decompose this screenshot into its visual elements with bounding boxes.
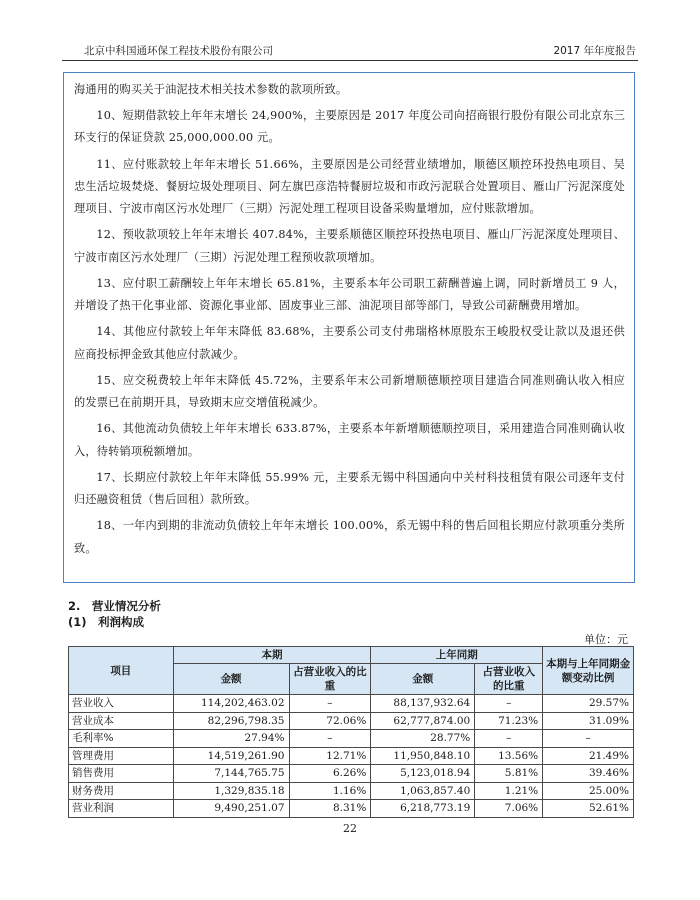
row-label: 财务费用	[69, 782, 174, 800]
note-paragraph: 16、其他流动负债较上年年末增长 633.87%，主要系本年新增顺德顺控项目，采用建造合同准则确认收入，待转销项税额增加。	[74, 422, 625, 458]
current-ratio: 6.26%	[289, 765, 371, 783]
note-paragraph: 12、预收款项较上年年末增长 407.84%，主要系顺德区顺控环投热电项目、雁山厂污泥深度处理项目、宁波市南区污水处理厂（三期）污泥处理工程预收款项增加。	[74, 228, 625, 264]
previous-ratio: 7.06%	[475, 800, 543, 818]
change-ratio: 21.49%	[543, 747, 634, 765]
table-row	[69, 695, 634, 713]
note-paragraph: 15、应交税费较上年年末降低 45.72%，主要系年末公司新增顺德顺控项目建造合同准则确认收入相应的发票已在前期开具，导致期末应交增值税减少。	[74, 373, 625, 410]
current-amount: 82,296,798.35	[173, 712, 289, 730]
current-amount: 1,329,835.18	[173, 782, 289, 800]
header-previous-amount: 金额	[371, 664, 475, 695]
current-amount: 7,144,765.75	[173, 765, 289, 783]
note-paragraph: 17、长期应付款较上年年末降低 55.99% 元，主要系无锡中科国通向中关村科技租赁有限公司逐年支付归还融资租赁（售后回租）款所致。	[74, 470, 625, 507]
previous-amount: 5,123,018.94	[371, 765, 475, 783]
note-paragraph: 11、应付账款较上年年末增长 51.66%，主要原因是公司经营业绩增加，顺德区顺控环投热电项目、吴忠生活垃圾焚烧、餐厨垃圾处理项目、阿左旗巴彦浩特餐厨垃圾和市政污泥联合处置项目、雁山厂污泥深度处理项目、宁波市南区污水处理厂（三期）污泥处理工程项目设备采购量增加，应付账款增加。	[74, 157, 625, 216]
row-label: 营业收入	[69, 695, 174, 713]
section-title: 2. 营业情况分析	[68, 599, 161, 613]
report-title: 2017 年年度报告	[553, 45, 636, 57]
previous-amount: 28.77%	[371, 730, 475, 748]
current-ratio: –	[289, 730, 371, 748]
note-paragraph: 13、应付职工薪酬较上年年末增长 65.81%，主要系本年公司职工薪酬普遍上调，同时新增员工 9 人，并增设了热干化事业部、资源化事业部、固废事业三部、油泥项目部等部门，导致公司薪酬费用增加。	[74, 276, 625, 313]
current-amount: 9,490,251.07	[173, 800, 289, 818]
profit-composition-table	[68, 646, 634, 818]
current-ratio: 8.31%	[289, 800, 371, 818]
change-ratio: 52.61%	[543, 800, 634, 818]
change-ratio: 29.57%	[543, 695, 634, 713]
table-row	[69, 712, 634, 730]
table-row	[69, 730, 634, 748]
row-label: 毛利率%	[69, 730, 174, 748]
header-current-amount: 金额	[173, 664, 289, 695]
previous-amount: 11,950,848.10	[371, 747, 475, 765]
header-previous-ratio: 占营业收入的比重	[475, 664, 543, 695]
previous-amount: 6,218,773.19	[371, 800, 475, 818]
current-amount: 114,202,463.02	[173, 695, 289, 713]
note-paragraph: 18、一年内到期的非流动负债较上年年末增长 100.00%，系无锡中科的售后回租长期应付款项重分类所致。	[74, 519, 625, 555]
row-label: 销售费用	[69, 765, 174, 783]
section-subtitle: (1) 利润构成	[68, 615, 145, 629]
change-ratio: 31.09%	[543, 712, 634, 730]
row-label: 营业利润	[69, 800, 174, 818]
change-ratio: –	[543, 730, 634, 748]
previous-amount: 88,137,932.64	[371, 695, 475, 713]
current-ratio: 1.16%	[289, 782, 371, 800]
current-ratio: 72.06%	[289, 712, 371, 730]
change-ratio: 25.00%	[543, 782, 634, 800]
previous-ratio: 5.81%	[475, 765, 543, 783]
previous-amount: 1,063,857.40	[371, 782, 475, 800]
previous-ratio: 71.23%	[475, 712, 543, 730]
header-previous-period: 上年同期	[371, 647, 543, 664]
current-ratio: –	[289, 695, 371, 713]
previous-amount: 62,777,874.00	[371, 712, 475, 730]
header-change-ratio: 本期与上年同期金额变动比例	[543, 647, 634, 695]
row-label: 管理费用	[69, 747, 174, 765]
unit-label: 单位：元	[584, 633, 628, 646]
change-ratio: 39.46%	[543, 765, 634, 783]
page-header	[62, 40, 638, 61]
previous-ratio: –	[475, 730, 543, 748]
table-row	[69, 782, 634, 800]
table-row	[69, 765, 634, 783]
row-label: 营业成本	[69, 712, 174, 730]
note-paragraph: 14、其他应付款较上年年末降低 83.68%，主要系公司支付弗瑞格林原股东王峻股权受让款以及退还供应商投标押金致其他应付款减少。	[74, 325, 625, 361]
note-paragraph: 海通用的购买关于油泥技术相关技术参数的款项所致。	[74, 83, 348, 96]
company-name: 北京中科国通环保工程技术股份有限公司	[84, 45, 273, 57]
current-amount: 14,519,261.90	[173, 747, 289, 765]
table-row	[69, 747, 634, 765]
balance-sheet-notes-box	[63, 72, 635, 583]
table-row	[69, 800, 634, 818]
current-amount: 27.94%	[173, 730, 289, 748]
note-paragraph: 10、短期借款较上年年末增长 24,900%，主要原因是 2017 年度公司向招商银行股份有限公司北京东三环支行的保证贷款 25,000,000.00 元。	[74, 109, 625, 145]
previous-ratio: 1.21%	[475, 782, 543, 800]
header-current-period: 本期	[173, 647, 371, 664]
page-number: 22	[343, 822, 357, 835]
header-item: 项目	[69, 647, 174, 695]
header-current-ratio: 占营业收入的比重	[289, 664, 371, 695]
current-ratio: 12.71%	[289, 747, 371, 765]
previous-ratio: –	[475, 695, 543, 713]
previous-ratio: 13.56%	[475, 747, 543, 765]
